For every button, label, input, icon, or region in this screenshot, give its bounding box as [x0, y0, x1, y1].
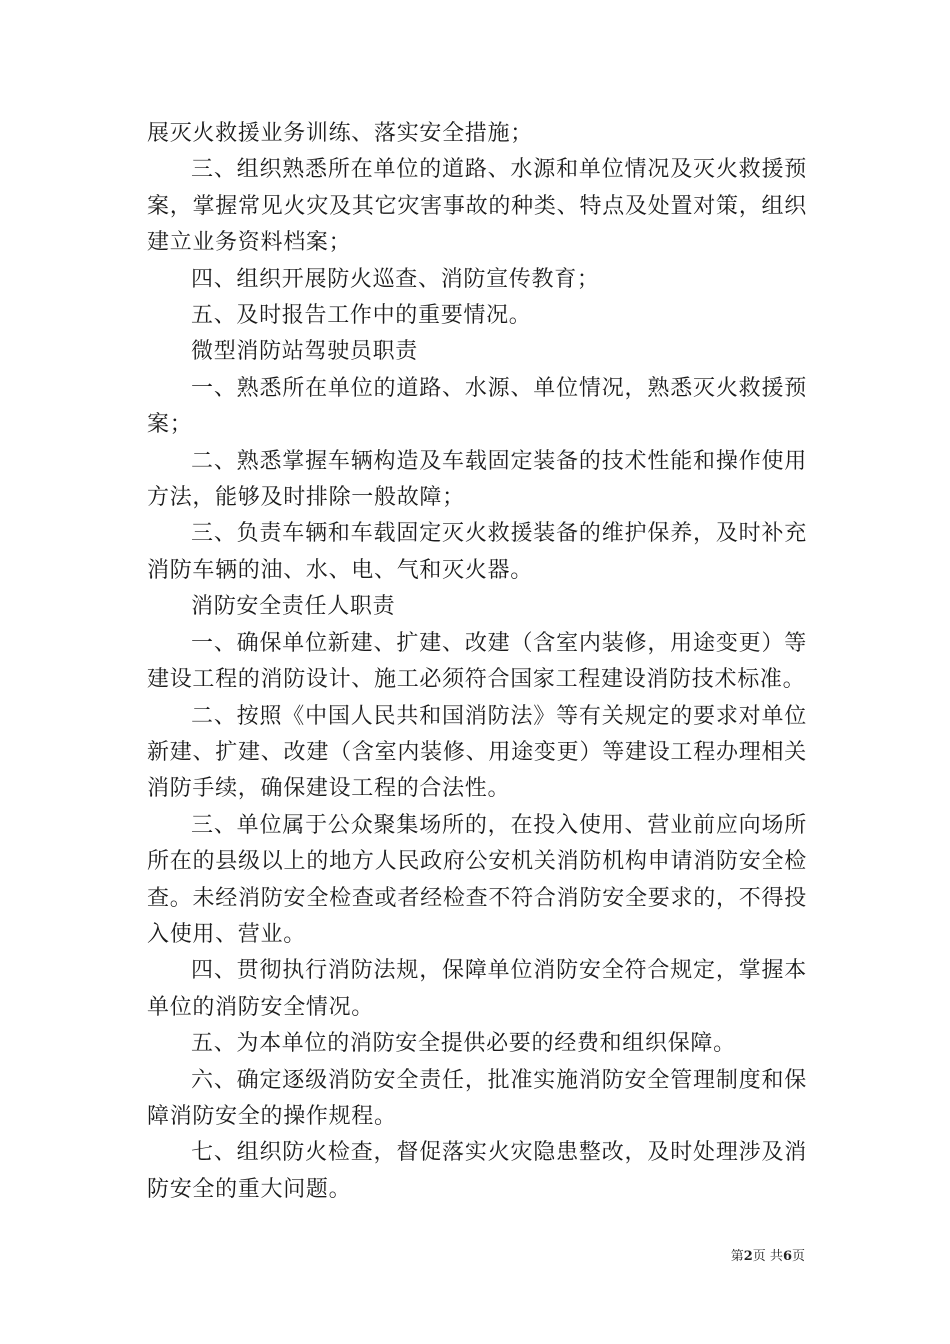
paragraph: 三、组织熟悉所在单位的道路、水源和单位情况及灭火救援预案，掌握常见火灾及其它灾害事故的种类、特点及处置对策，组织建立业务资料档案；	[147, 157, 807, 256]
paragraph: 一、熟悉所在单位的道路、水源、单位情况，熟悉灭火救援预案；	[147, 375, 807, 438]
paragraph: 七、组织防火检查，督促落实火灾隐患整改，及时处理涉及消防安全的重大问题。	[147, 1140, 807, 1202]
paragraph: 五、为本单位的消防安全提供必要的经费和组织保障。	[191, 1031, 736, 1057]
footer-middle: 页 共	[752, 1249, 783, 1264]
paragraph: 五、及时报告工作中的重要情况。	[191, 303, 532, 329]
paragraph: 二、按照《中国人民共和国消防法》等有关规定的要求对单位新建、扩建、改建（含室内装修、用途变更）等建设工程办理相关消防手续，确保建设工程的合法性。	[147, 703, 807, 802]
paragraph: 一、确保单位新建、扩建、改建（含室内装修，用途变更）等建设工程的消防设计、施工必须符合国家工程建设消防技术标准。	[147, 630, 807, 693]
paragraph: 六、确定逐级消防安全责任，批准实施消防安全管理制度和保障消防安全的操作规程。	[147, 1067, 807, 1129]
paragraph: 微型消防站驾驶员职责	[191, 339, 419, 365]
footer-suffix: 页	[791, 1249, 805, 1264]
paragraph: 四、贯彻执行消防法规，保障单位消防安全符合规定，掌握本单位的消防安全情况。	[147, 958, 807, 1020]
footer-prefix: 第	[730, 1249, 744, 1264]
paragraph: 二、熟悉掌握车辆构造及车载固定装备的技术性能和操作使用方法，能够及时排除一般故障；	[147, 448, 807, 511]
paragraph: 消防安全责任人职责	[191, 594, 396, 620]
current-page-number: 2	[743, 1249, 753, 1264]
total-pages-number: 6	[782, 1249, 792, 1264]
paragraph: 四、组织开展防火巡查、消防宣传教育；	[191, 266, 600, 292]
paragraph: 三、单位属于公众聚集场所的，在投入使用、营业前应向场所所在的县级以上的地方人民政府公安机关消防机构申请消防安全检查。未经消防安全检查或者经检查不符合消防安全要求的，不得投入使用、营业。	[147, 812, 807, 947]
document-body	[147, 116, 807, 1208]
paragraph: 展灭火救援业务训练、落实安全措施；	[147, 121, 533, 146]
page-footer	[731, 1245, 805, 1264]
paragraph: 三、负责车辆和车载固定灭火救援装备的维护保养，及时补充消防车辆的油、水、电、气和灭火器。	[147, 521, 807, 583]
